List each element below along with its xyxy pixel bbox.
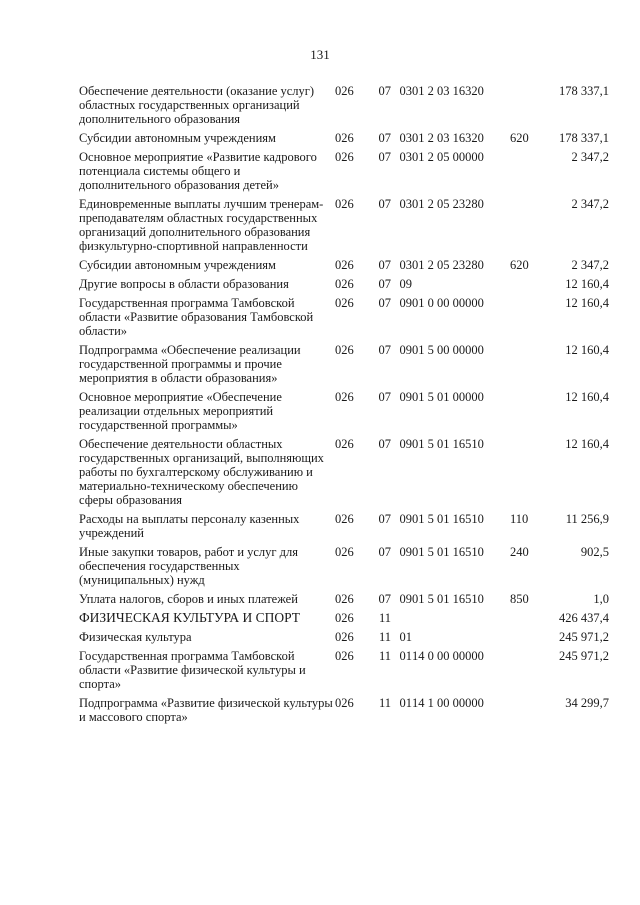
department-code: 026 (335, 343, 354, 357)
table-row (79, 545, 609, 592)
expense-type-code (510, 611, 550, 630)
target-article-code: 01 5 01 16510 (412, 437, 484, 451)
target-article-code: 01 5 00 00000 (412, 343, 484, 357)
table-row (79, 258, 609, 277)
amount: 12 160,4 (565, 277, 609, 291)
expense-name: Основное мероприятие «Развитие кадрового потенциала системы общего и дополнительного образования детей» (79, 150, 317, 192)
target-article-code: 01 0 00 00000 (412, 296, 484, 310)
table-row (79, 592, 609, 611)
section-code: 07 (378, 197, 391, 211)
expense-name: Основное мероприятие «Обеспечение реализации отдельных мероприятий государственной программы» (79, 390, 282, 432)
amount: 12 160,4 (565, 437, 609, 451)
expense-name: Подпрограмма «Развитие физической культуры и массового спорта» (79, 696, 333, 724)
expense-name: Субсидии автономным учреждениям (79, 131, 276, 145)
section-code: 11 (378, 649, 391, 663)
expense-type-code (510, 197, 550, 258)
department-code: 026 (335, 545, 354, 559)
table-row (79, 131, 609, 150)
target-article-code: 01 2 05 23280 (412, 197, 484, 211)
amount: 245 971,2 (559, 630, 609, 644)
table-row (79, 390, 609, 437)
expense-type-code: 620 (510, 131, 529, 145)
subsection-code: 09 (399, 512, 412, 526)
section-code: 07 (378, 592, 391, 606)
table-row (79, 197, 609, 258)
subsection-code: 09 (399, 296, 412, 310)
subsection-code: 09 (399, 390, 412, 404)
expense-type-code (510, 649, 550, 696)
subsection-code: 03 (399, 84, 412, 98)
department-code: 026 (335, 630, 354, 644)
department-code: 026 (335, 649, 354, 663)
subsection-code: 01 (399, 696, 412, 710)
expense-name: Обеспечение деятельности (оказание услуг) областных государственных организаций дополнительного образования (79, 84, 315, 126)
amount: 1,0 (593, 592, 609, 606)
expense-name: Иные закупки товаров, работ и услуг для обеспечения государственных (муниципальных) нужд (79, 545, 299, 587)
expense-type-code (510, 296, 550, 343)
target-article-code: 01 2 05 00000 (412, 150, 484, 164)
expense-type-code (510, 696, 550, 729)
target-article-code (412, 277, 510, 296)
subsection-code: 09 (399, 343, 412, 357)
amount: 2 347,2 (571, 258, 609, 272)
department-code: 026 (335, 150, 354, 164)
section-code: 11 (378, 696, 391, 710)
subsection-code (391, 611, 412, 630)
table-row (79, 277, 609, 296)
expense-type-code: 240 (510, 545, 529, 559)
section-code: 07 (378, 512, 391, 526)
section-code: 11 (378, 611, 391, 625)
budget-table (79, 84, 609, 729)
expense-name: Государственная программа Тамбовской области «Развитие физической культуры и спорта» (79, 649, 306, 691)
target-article-code: 01 5 01 16510 (412, 512, 484, 526)
amount: 11 256,9 (565, 512, 609, 526)
expense-type-code (510, 343, 550, 390)
subsection-code: 01 (399, 630, 412, 644)
section-code: 07 (378, 277, 391, 291)
section-code: 07 (378, 390, 391, 404)
section-code: 07 (378, 258, 391, 272)
page-number: 131 (310, 47, 330, 62)
table-row (79, 696, 609, 729)
expense-name: Субсидии автономным учреждениям (79, 258, 276, 272)
expense-name: Государственная программа Тамбовской области «Развитие образования Тамбовской области» (79, 296, 314, 338)
expense-type-code: 850 (510, 592, 529, 606)
subsection-code: 03 (399, 197, 412, 211)
expense-type-code (510, 630, 550, 649)
section-code: 07 (378, 131, 391, 145)
department-code: 026 (335, 277, 354, 291)
section-code: 07 (378, 84, 391, 98)
section-code: 07 (378, 150, 391, 164)
expense-type-code (510, 84, 550, 131)
target-article-code: 14 0 00 00000 (412, 649, 484, 663)
subsection-code: 09 (399, 545, 412, 559)
amount: 902,5 (580, 545, 609, 559)
target-article-code: 01 2 03 16320 (412, 131, 484, 145)
department-code: 026 (335, 390, 354, 404)
expense-type-code (510, 390, 550, 437)
target-article-code: 01 5 01 16510 (412, 545, 484, 559)
department-code: 026 (335, 258, 354, 272)
section-code: 07 (378, 545, 391, 559)
table-row (79, 437, 609, 512)
subsection-code: 09 (399, 592, 412, 606)
amount: 12 160,4 (565, 343, 609, 357)
amount: 178 337,1 (559, 131, 609, 145)
target-article-code: 01 2 05 23280 (412, 258, 484, 272)
expense-type-code (510, 277, 550, 296)
expense-name: Уплата налогов, сборов и иных платежей (79, 592, 298, 606)
target-article-code: 01 2 03 16320 (412, 84, 484, 98)
amount: 34 299,7 (565, 696, 609, 710)
expense-type-code (510, 150, 550, 197)
department-code: 026 (335, 131, 354, 145)
expense-name: Физическая культура (79, 630, 192, 644)
section-code: 11 (378, 630, 391, 644)
amount: 2 347,2 (571, 197, 609, 211)
department-code: 026 (335, 84, 354, 98)
section-code: 07 (378, 296, 391, 310)
amount: 12 160,4 (565, 390, 609, 404)
amount: 12 160,4 (565, 296, 609, 310)
department-code: 026 (335, 696, 354, 710)
expense-name: Другие вопросы в области образования (79, 277, 289, 291)
target-article-code: 01 5 01 16510 (412, 592, 484, 606)
expense-type-code (510, 437, 550, 512)
section-row (79, 611, 609, 630)
table-row (79, 343, 609, 390)
department-code: 026 (335, 592, 354, 606)
section-code: 07 (378, 437, 391, 451)
section-heading: ФИЗИЧЕСКАЯ КУЛЬТУРА И СПОРТ (79, 610, 301, 625)
subsection-code: 09 (399, 277, 412, 291)
table-row (79, 649, 609, 696)
table-row (79, 512, 609, 545)
subsection-code: 09 (399, 437, 412, 451)
target-article-code (412, 611, 510, 630)
subsection-code: 03 (399, 258, 412, 272)
expense-name: Единовременные выплаты лучшим тренерам-преподавателям областных государственных организаций дополнительного образования физкультурно-спортивной направленности (79, 197, 324, 253)
table-row (79, 150, 609, 197)
expense-name: Подпрограмма «Обеспечение реализации государственной программы и прочие мероприятия в области образования» (79, 343, 301, 385)
department-code: 026 (335, 437, 354, 451)
amount: 245 971,2 (559, 649, 609, 663)
expense-name: Расходы на выплаты персоналу казенных учреждений (79, 512, 300, 540)
section-code: 07 (378, 343, 391, 357)
amount: 426 437,4 (559, 611, 609, 625)
target-article-code: 14 1 00 00000 (412, 696, 484, 710)
department-code: 026 (335, 296, 354, 310)
department-code: 026 (335, 197, 354, 211)
subsection-code: 01 (399, 649, 412, 663)
expense-type-code: 620 (510, 258, 529, 272)
subsection-code: 03 (399, 150, 412, 164)
table-row (79, 630, 609, 649)
subsection-code: 03 (399, 131, 412, 145)
expense-name: Обеспечение деятельности областных государственных организаций, выполняющих работы по бухгалтерскому обслуживанию и материально-техническому обеспечению сферы образования (79, 437, 324, 507)
amount: 2 347,2 (571, 150, 609, 164)
table-row (79, 84, 609, 131)
department-code: 026 (335, 611, 354, 625)
expense-type-code: 110 (510, 512, 529, 526)
target-article-code (412, 630, 510, 649)
amount: 178 337,1 (559, 84, 609, 98)
table-row (79, 296, 609, 343)
department-code: 026 (335, 512, 354, 526)
target-article-code: 01 5 01 00000 (412, 390, 484, 404)
